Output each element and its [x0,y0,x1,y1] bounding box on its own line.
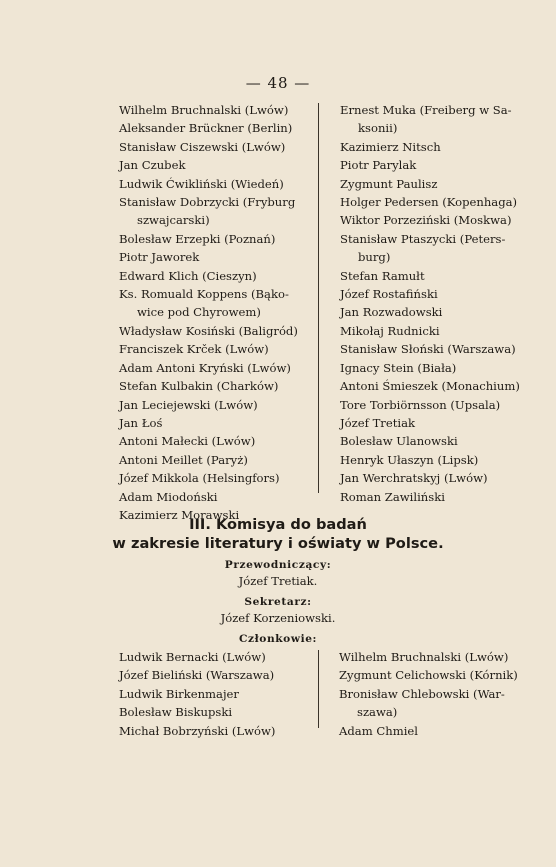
list-item: Antoni Meillet (Paryż) [119,452,248,467]
list-item: Bolesław Erzepki (Poznań) [119,231,276,246]
list-item: Zygmunt Celichowski (Kórnik) [339,668,518,683]
list-item: Adam Miodoński [119,489,218,504]
list-item: Ludwik Bernacki (Lwów) [119,650,266,664]
list-item: Kazimierz Nitsch [340,139,441,154]
secretary-name: Józef Korzeniowski. [220,611,336,625]
list-item-continuation: szwajcarski) [137,213,210,228]
list-item-continuation: szawa) [357,705,398,720]
list-item: Franciszek Krček (Lwów) [119,342,269,357]
list-item: Adam Chmiel [339,723,418,738]
list-item: Józef Mikkola (Helsingfors) [119,471,280,486]
list-item-continuation: wice pod Chyrowem) [137,305,261,320]
list-item: Ludwik Ćwikliński (Wiedeń) [119,176,284,191]
list-item-continuation: burg) [358,250,391,265]
section-heading-subtitle: w zakresie literatury i oświaty w Polsce. [112,535,444,552]
section-heading: III. Komisya do badań [189,516,367,533]
list-item: Józef Bieliński (Warszawa) [119,668,275,683]
list-item: Piotr Jaworek [119,250,200,265]
members-list-left [119,101,305,524]
list-item: Józef Tretiak [340,415,416,430]
list-item: Edward Klich (Cieszyn) [119,268,257,283]
list-item: Wiktor Porzeziński (Moskwa) [340,213,512,228]
column-divider [318,650,319,728]
chair-name: Józef Tretiak. [238,574,318,588]
list-item: Mikołaj Rudnicki [340,323,440,338]
list-item: Stanisław Ciszewski (Lwów) [119,139,286,154]
chair-label: Przewodniczący: [224,559,332,571]
list-item: Holger Pedersen (Kopenhaga) [340,195,518,210]
list-item: Stanisław Dobrzycki (Fryburg [119,195,296,210]
list-item: Władysław Kosiński (Baligród) [119,323,298,338]
page-number: — 48 — [245,74,311,92]
list-item: Jan Rozwadowski [340,305,443,320]
list-item: Antoni Śmieszek (Monachium) [340,379,520,394]
secretary-label: Sekretarz: [244,596,312,608]
list-item: Aleksander Brückner (Berlin) [119,121,293,136]
list-item: Jan Łoś [119,415,163,430]
list-item: Ernest Muka (Freiberg w Sa- [340,103,512,117]
list-item: Stefan Kulbakin (Charków) [119,379,279,394]
list-item: Stefan Ramułt [340,268,425,283]
column-divider [318,103,319,493]
list-item: Piotr Parylak [340,158,417,173]
list-item: Wilhelm Bruchnalski (Lwów) [119,103,289,117]
members-label: Członkowie: [238,633,318,645]
list-item: Adam Antoni Kryński (Lwów) [119,360,291,375]
list-item: Tore Torbiörnsson (Upsala) [340,397,501,412]
list-item: Bronisław Chlebowski (War- [339,686,505,701]
list-item: Antoni Małecki (Lwów) [119,434,256,449]
list-item: Jan Czubek [119,158,186,173]
list-item: Bolesław Ulanowski [340,434,458,449]
commission-members-left [119,648,289,740]
list-item: Bolesław Biskupski [119,705,233,720]
list-item: Ignacy Stein (Biała) [340,360,457,375]
list-item: Henryk Ułaszyn (Lipsk) [340,452,479,467]
list-item: Stanisław Ptaszycki (Peters- [340,231,506,246]
commission-members-right [339,648,529,740]
list-item: Józef Rostafiński [340,287,438,302]
list-item: Jan Leciejewski (Lwów) [119,397,258,412]
list-item: Ludwik Birkenmajer [119,686,239,701]
list-item: Michał Bobrzyński (Lwów) [119,723,276,738]
list-item: Zygmunt Paulisz [340,176,438,191]
members-list-right [340,101,526,506]
list-item: Kazimierz Morawski [119,507,240,522]
list-item: Jan Werchratskyj (Lwów) [340,471,488,486]
list-item: Wilhelm Bruchnalski (Lwów) [339,650,509,664]
list-item: Roman Zawiliński [340,489,445,504]
list-item: Ks. Romuald Koppens (Bąko- [119,287,289,302]
list-item: Stanisław Słoński (Warszawa) [340,342,516,357]
list-item-continuation: ksonii) [358,121,398,136]
